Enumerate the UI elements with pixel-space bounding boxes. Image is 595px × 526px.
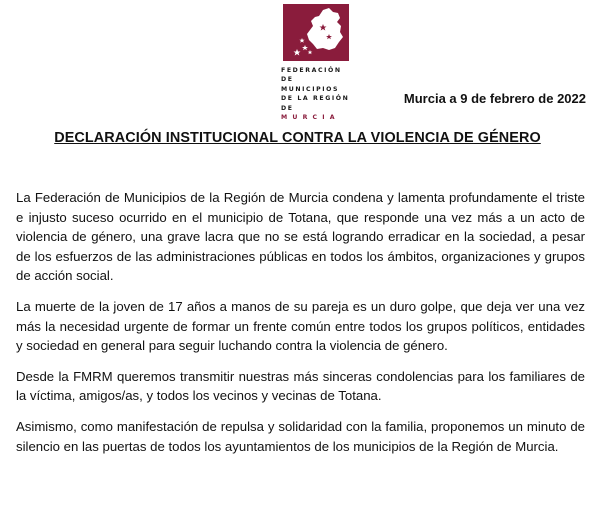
document-date: Murcia a 9 de febrero de 2022 xyxy=(403,91,586,106)
logo-line: MUNICIPIOS xyxy=(281,85,340,93)
paragraph: La muerte de la joven de 17 años a manos de su pareja es un duro golpe, que deja ver una vez más la necesidad urgente de formar un frente común entre todos los grupos políticos, entidades y sociedad en general para seguir luchando contra la violencia de género. xyxy=(16,298,585,354)
logo-line: DE LA REGIÓN DE xyxy=(281,95,350,112)
region-map-icon xyxy=(283,4,349,61)
paragraph: La Federación de Municipios de la Región de Murcia condena y lamenta profundamente el triste e injusto suceso ocurrido en el municipio de Totana, que responde una vez más a un acto de violencia de género, una grave lacra que no se está logrando erradicar en la sociedad, a pesar de los esfuerzos de las administraciones públicas en todos los ámbitos, organizaciones y grupos de acción social. xyxy=(16,190,585,284)
document-title: DECLARACIÓN INSTITUCIONAL CONTRA LA VIOLENCIA DE GÉNERO xyxy=(54,130,541,146)
paragraph: Desde la FMRM queremos transmitir nuestras más sinceras condolencias para los familiares de la víctima, amigos/as, y todos los vecinos y vecinas de Totana. xyxy=(16,368,585,404)
logo-line: FEDERACIÓN DE xyxy=(281,67,342,84)
federation-logo xyxy=(279,4,353,122)
logo-caption xyxy=(281,66,353,122)
logo-line-murcia: MURCIA xyxy=(281,114,340,122)
document-body xyxy=(16,188,585,467)
paragraph: Asimismo, como manifestación de repulsa y solidaridad con la familia, proponemos un minuto de silencio en las puertas de todos los ayuntamientos de los municipios de la Región de Murcia. xyxy=(16,418,585,454)
logo-emblem xyxy=(283,4,349,61)
